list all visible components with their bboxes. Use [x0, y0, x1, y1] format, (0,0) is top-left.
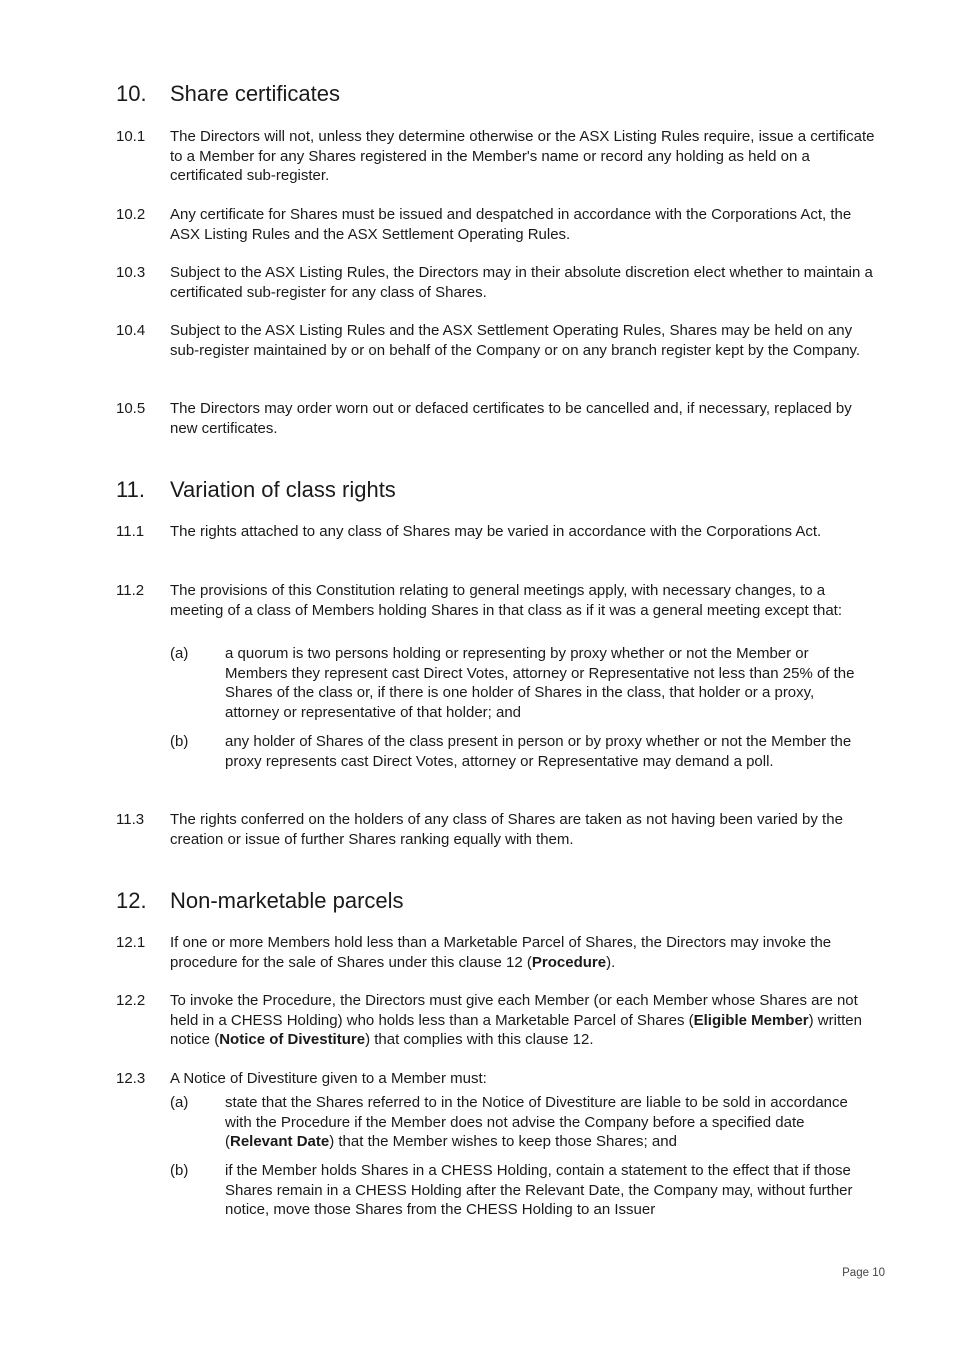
clause-number: 11.2 [116, 582, 145, 599]
clause-number: 10.1 [116, 128, 146, 145]
clause-11-2-a [170, 644, 870, 722]
defined-term-relevant-date: Relevant Date [230, 1133, 330, 1151]
item-text: any holder of Shares of the class present in person or by proxy whether or not the Member the proxy represents cast Direct Votes, attorney or Representative may demand a poll. [225, 733, 852, 770]
defined-term-notice-of-divestiture: Notice of Divestiture [219, 1031, 366, 1049]
clause-11-2-b [170, 732, 870, 771]
section-title: Non-marketable parcels [170, 888, 404, 913]
section-heading-10 [116, 80, 876, 108]
section-number: 10. [116, 81, 147, 106]
clause-10-5 [116, 399, 876, 438]
text-run: To invoke the Procedure, the Directors must give each Member (or each Member whose Shares are not held in a CHESS Holding) who holds less than a Marketable Parcel of Shares ( [170, 992, 858, 1029]
page-number: Page 10 [842, 1267, 885, 1279]
item-text: a quorum is two persons holding or representing by proxy whether or not the Member or Members they represent cast Direct Votes, attorney or Representative not less than 25% of the Shares of the class or, if there is one holder of Shares in the class, that holder or a proxy, attorney or representative of that holder; and [225, 645, 855, 721]
item-number: (a) [170, 1094, 189, 1111]
clause-number: 11.3 [116, 811, 145, 828]
section-title: Variation of class rights [170, 477, 396, 502]
defined-term-procedure: Procedure [531, 953, 607, 971]
clause-text: A Notice of Divestiture given to a Member must: [170, 1070, 487, 1087]
clause-number: 11.1 [116, 523, 145, 540]
section-number: 12. [116, 888, 147, 913]
item-text: if the Member holds Shares in a CHESS Holding, contain a statement to the effect that if those Shares remain in a CHESS Holding after the Relevant Date, the Company may, without further notice, move those Shares from the CHESS Holding to an Issuer [225, 1162, 853, 1219]
clause-10-4 [116, 321, 876, 360]
text-run: ). [606, 953, 616, 971]
item-number: (a) [170, 645, 189, 662]
clause-10-1 [116, 127, 876, 186]
text-run: ) written notice ( [170, 1011, 862, 1049]
clause-11-2 [116, 581, 876, 620]
clause-number: 10.3 [116, 264, 146, 281]
clause-12-3 [116, 1069, 876, 1089]
clause-text: The provisions of this Constitution relating to general meetings apply, with necessary changes, to a meeting of a class of Members holding Shares in that class as if it was a general meeting except that: [170, 582, 843, 619]
clause-number: 10.4 [116, 322, 146, 339]
clause-text [170, 991, 876, 1050]
section-heading-11 [116, 476, 876, 504]
clause-number: 12.3 [116, 1070, 146, 1087]
section-heading-12 [116, 887, 876, 915]
section-title: Share certificates [170, 81, 340, 106]
item-text [225, 1093, 870, 1152]
clause-10-2 [116, 205, 876, 244]
section-number: 11. [116, 477, 145, 502]
defined-term-eligible-member: Eligible Member [693, 1011, 809, 1029]
clause-12-3-a [170, 1093, 870, 1152]
clause-text [170, 933, 876, 972]
text-run: ) that complies with this clause 12. [365, 1031, 594, 1049]
text-run: ) that the Member wishes to keep those Shares; and [329, 1133, 677, 1151]
text-run: If one or more Members hold less than a Marketable Parcel of Shares, the Directors may invoke the procedure for the sale of Shares under this clause 12 ( [170, 934, 832, 971]
clause-number: 10.2 [116, 206, 146, 223]
clause-text: The rights conferred on the holders of any class of Shares are taken as not having been varied by the creation or issue of further Shares ranking equally with them. [170, 811, 843, 848]
clause-12-3-b [170, 1161, 870, 1220]
clause-text: The Directors will not, unless they determine otherwise or the ASX Listing Rules require, issue a certificate to a Member for any Shares registered in the Member's name or record any holding as held on a certificated sub-register. [170, 128, 875, 185]
clause-number: 12.2 [116, 992, 146, 1009]
clause-12-1 [116, 933, 876, 972]
clause-12-2 [116, 991, 876, 1050]
clause-11-3 [116, 810, 876, 849]
clause-text: The rights attached to any class of Shares may be varied in accordance with the Corporations Act. [170, 523, 822, 540]
clause-11-1 [116, 522, 876, 542]
clause-number: 10.5 [116, 400, 146, 417]
text-run: state that the Shares referred to in the Notice of Divestiture are liable to be sold in accordance with the Procedure if the Member does not advise the Company before a specified date ( [225, 1094, 848, 1151]
clause-10-3 [116, 263, 876, 302]
clause-text: Subject to the ASX Listing Rules and the ASX Settlement Operating Rules, Shares may be held on any sub-register maintained by or on behalf of the Company or on any branch register kept by the Company. [170, 322, 861, 359]
clause-number: 12.1 [116, 934, 146, 951]
clause-text: The Directors may order worn out or defaced certificates to be cancelled and, if necessary, replaced by new certificates. [170, 400, 852, 437]
item-number: (b) [170, 733, 189, 750]
clause-text: Subject to the ASX Listing Rules, the Directors may in their absolute discretion elect whether to maintain a certificated sub-register for any class of Shares. [170, 264, 873, 301]
clause-text: Any certificate for Shares must be issued and despatched in accordance with the Corporations Act, the ASX Listing Rules and the ASX Settlement Operating Rules. [170, 206, 852, 243]
item-number: (b) [170, 1162, 189, 1179]
